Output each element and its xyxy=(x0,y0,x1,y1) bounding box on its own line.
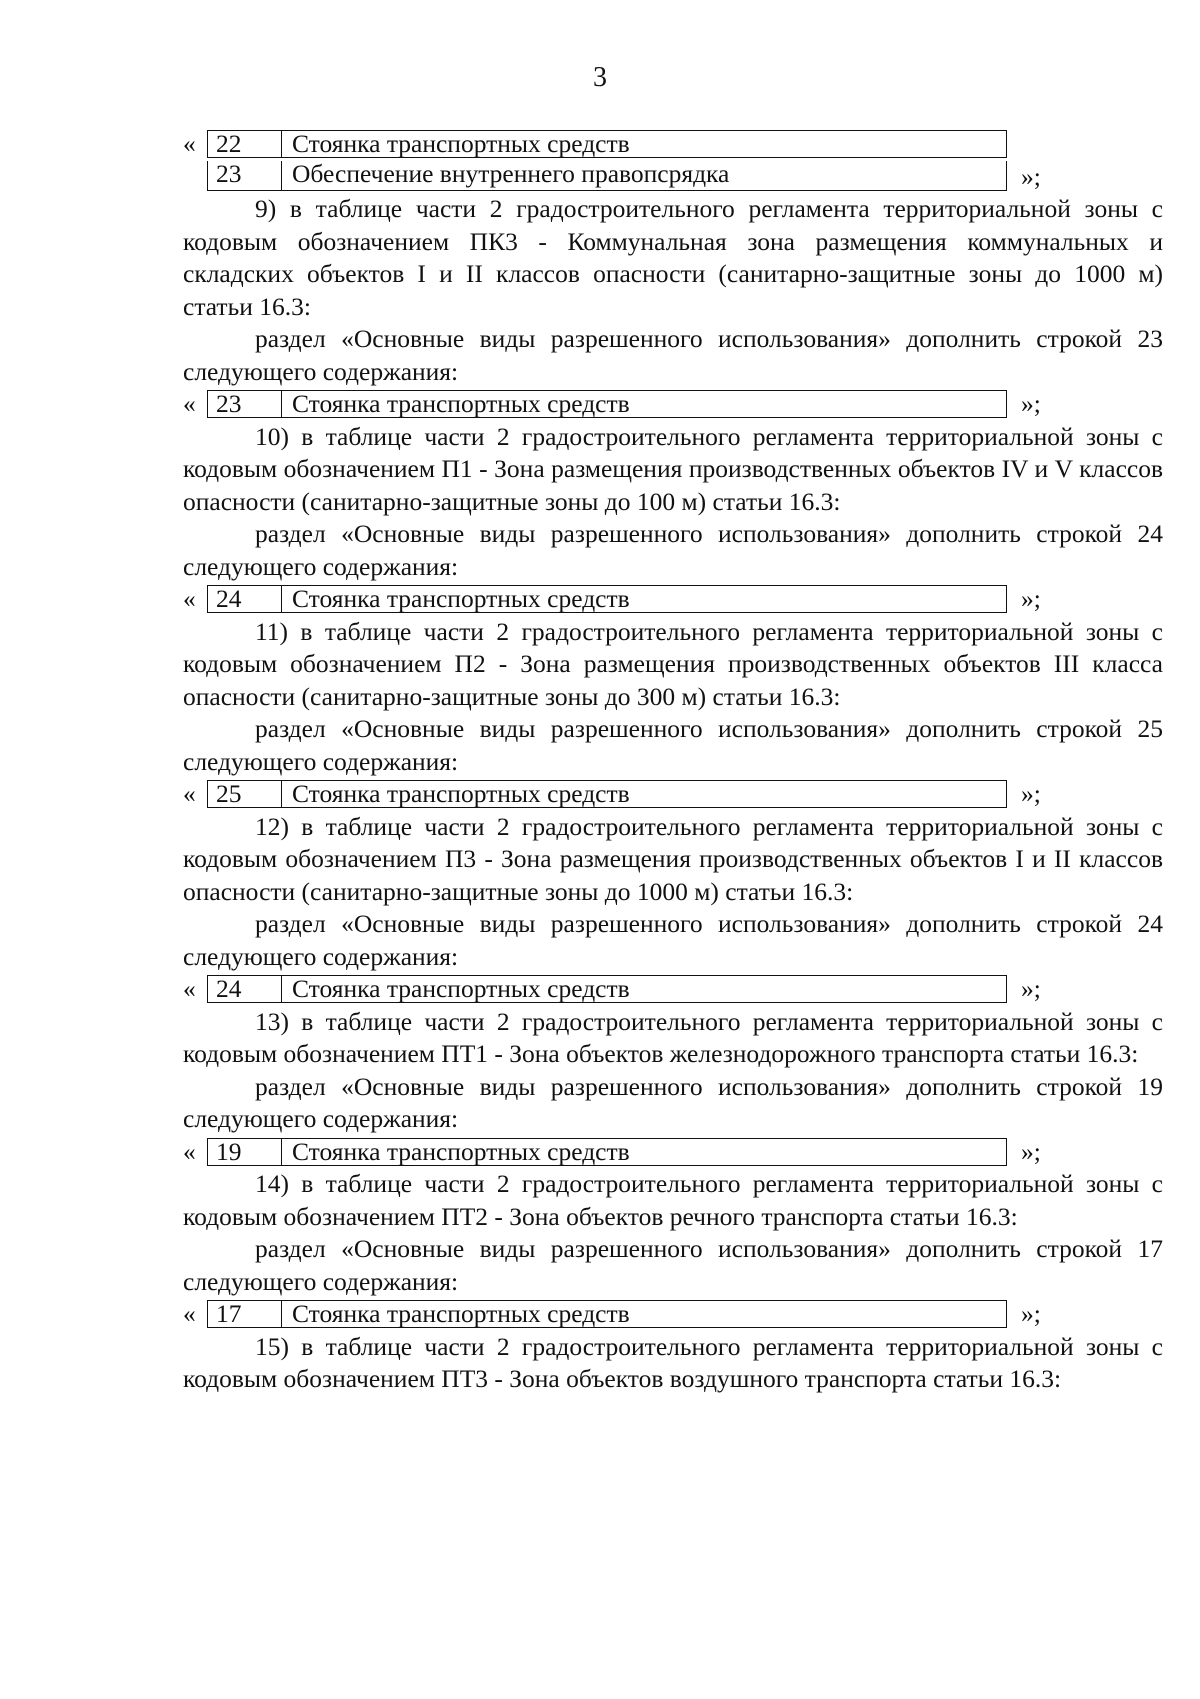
paragraph: 14) в таблице части 2 градостроительного регламента территориальной зоны с кодовым обозначением ПТ2 - Зона объектов речного транспорта статьи 16.3: xyxy=(183,1169,1163,1231)
row-number: 23 xyxy=(208,391,282,417)
paragraph: 15) в таблице части 2 градостроительного регламента территориальной зоны с кодовым обозначением ПТ3 - Зона объектов воздушного транспорта статьи 16.3: xyxy=(183,1331,1163,1393)
paragraph: 13) в таблице части 2 градостроительного регламента территориальной зоны с кодовым обозначением ПТ1 - Зона объектов железнодорожного транспорта статьи 16.3: xyxy=(183,1006,1163,1068)
document-body xyxy=(183,128,1163,1396)
closing-quote: »; xyxy=(1021,161,1041,191)
opening-quote: « xyxy=(183,389,196,418)
row-number: 24 xyxy=(208,586,282,612)
page-number: 3 xyxy=(593,62,607,93)
row-name: Стоянка транспортных средств xyxy=(292,584,630,613)
table-row xyxy=(183,1298,1163,1331)
closing-quote: »; xyxy=(1021,584,1041,613)
opening-quote: « xyxy=(183,129,196,158)
opening-quote: « xyxy=(183,1136,196,1166)
table-row xyxy=(183,1136,1163,1169)
paragraph: раздел «Основные виды разрешенного использования» дополнить строкой 24 следующего содержания: xyxy=(183,519,1163,581)
row-number: 23 xyxy=(208,161,282,190)
opening-quote: « xyxy=(183,584,196,613)
row-name: Стоянка транспортных средств xyxy=(292,129,630,158)
row-name: Стоянка транспортных средств xyxy=(292,389,630,418)
table-row xyxy=(183,388,1163,421)
paragraph: раздел «Основные виды разрешенного использования» дополнить строкой 17 следующего содержания: xyxy=(183,1234,1163,1296)
table-cell-box xyxy=(207,130,1007,158)
paragraph: 9) в таблице части 2 градостроительного регламента территориальной зоны с кодовым обозначением ПК3 - Коммунальная зона размещения коммунальных и складских объектов I и II классов опасности (санитарно-защитные зоны до 1000 м) статьи 16.3: xyxy=(183,194,1163,321)
table-cell-box xyxy=(207,390,1007,418)
paragraph: раздел «Основные виды разрешенного использования» дополнить строкой 25 следующего содержания: xyxy=(183,714,1163,776)
table-cell-box xyxy=(207,975,1007,1003)
row-number: 24 xyxy=(208,976,282,1002)
closing-quote: »; xyxy=(1021,1299,1041,1328)
paragraph: 12) в таблице части 2 градостроительного регламента территориальной зоны с кодовым обозначением П3 - Зона размещения производственных объектов I и II классов опасности (санитарно-защитные зоны до 1000 м) статьи 16.3: xyxy=(183,811,1163,906)
paragraph: 11) в таблице части 2 градостроительного регламента территориальной зоны с кодовым обозначением П2 - Зона размещения производственных объектов III класса опасности (санитарно-защитные зоны до 300 м) статьи 16.3: xyxy=(183,616,1163,711)
table-row xyxy=(183,158,1163,194)
row-number: 22 xyxy=(208,131,282,157)
table-row xyxy=(183,973,1163,1006)
closing-quote: »; xyxy=(1021,389,1041,418)
row-number: 25 xyxy=(208,781,282,807)
table-cell-box xyxy=(207,158,1007,191)
table-row xyxy=(183,778,1163,811)
row-name: Обеспечение внутреннего правопсрядка xyxy=(292,158,730,188)
closing-quote: »; xyxy=(1021,974,1041,1003)
row-name: Стоянка транспортных средств xyxy=(292,1136,630,1166)
paragraph: раздел «Основные виды разрешенного использования» дополнить строкой 23 следующего содержания: xyxy=(183,324,1163,386)
row-number: 17 xyxy=(208,1301,282,1327)
closing-quote: »; xyxy=(1021,779,1041,808)
table-cell-box xyxy=(207,585,1007,613)
row-number: 19 xyxy=(208,1139,282,1165)
table-row xyxy=(183,583,1163,616)
opening-quote: « xyxy=(183,1299,196,1328)
opening-quote: « xyxy=(183,974,196,1003)
paragraph: 10) в таблице части 2 градостроительного регламента территориальной зоны с кодовым обозначением П1 - Зона размещения производственных объектов IV и V классов опасности (санитарно-защитные зоны до 100 м) статьи 16.3: xyxy=(183,421,1163,516)
table-cell-box xyxy=(207,780,1007,808)
table-cell-box xyxy=(207,1138,1007,1166)
paragraph: раздел «Основные виды разрешенного использования» дополнить строкой 24 следующего содержания: xyxy=(183,909,1163,971)
table-row xyxy=(183,128,1163,161)
paragraph: раздел «Основные виды разрешенного использования» дополнить строкой 19 следующего содержания: xyxy=(183,1071,1163,1133)
table-cell-box xyxy=(207,1300,1007,1328)
closing-quote: »; xyxy=(1021,1136,1041,1166)
row-name: Стоянка транспортных средств xyxy=(292,974,630,1003)
opening-quote: « xyxy=(183,779,196,808)
row-name: Стоянка транспортных средств xyxy=(292,779,630,808)
row-name: Стоянка транспортных средств xyxy=(292,1299,630,1328)
